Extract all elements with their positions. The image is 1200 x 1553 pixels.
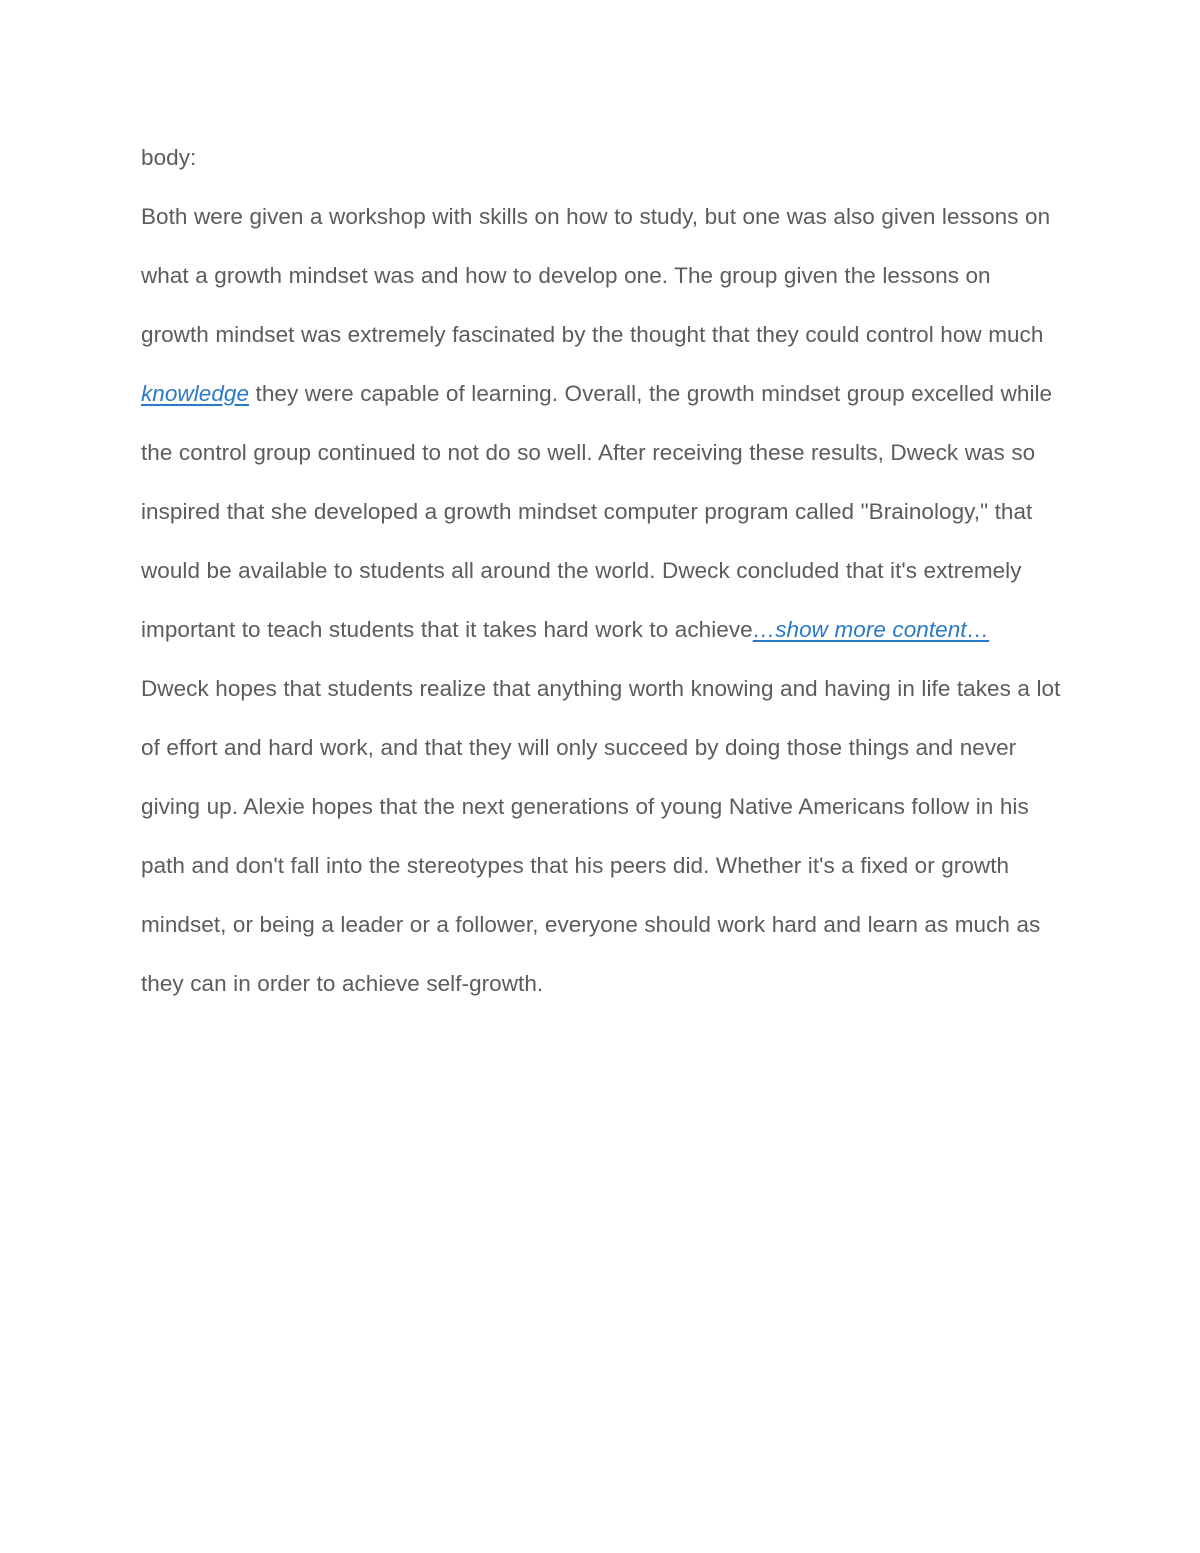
knowledge-link[interactable]: knowledge [141, 381, 250, 406]
paragraph-2: Dweck hopes that students realize that anything worth knowing and having in life takes a lot of effort and hard work, and that they will only succeed by doing those things and never giving up. Alexie hopes that the next generations of young Native Americans follow in his path and don't fall into the stereotypes that his peers did. Whether it's a fixed or growth mindset, or being a leader or a follower, everyone should work hard and learn as much as they can in order to achieve self-growth. [141, 676, 1061, 996]
paragraph-1 [141, 187, 1061, 659]
paragraph-1-text-end: they were capable of learning. Overall, the growth mindset group excelled while the control group continued to not do so well. After receiving these results, Dweck was so inspired that she developed a growth mindset computer program called "Brainology," that would be available to students all around the world. Dweck concluded that it's extremely important to teach students that it takes hard work to achieve [141, 381, 1053, 642]
document-body [141, 128, 1061, 1013]
show-more-content-link[interactable]: …show more content… [752, 617, 990, 642]
section-heading: body: [141, 145, 197, 170]
paragraph-1-text-start: Both were given a workshop with skills on how to study, but one was also given lessons on what a growth mindset was and how to develop one. The group given the lessons on growth mindset was extremely fascinated by the thought that they could control how much [141, 204, 1051, 347]
